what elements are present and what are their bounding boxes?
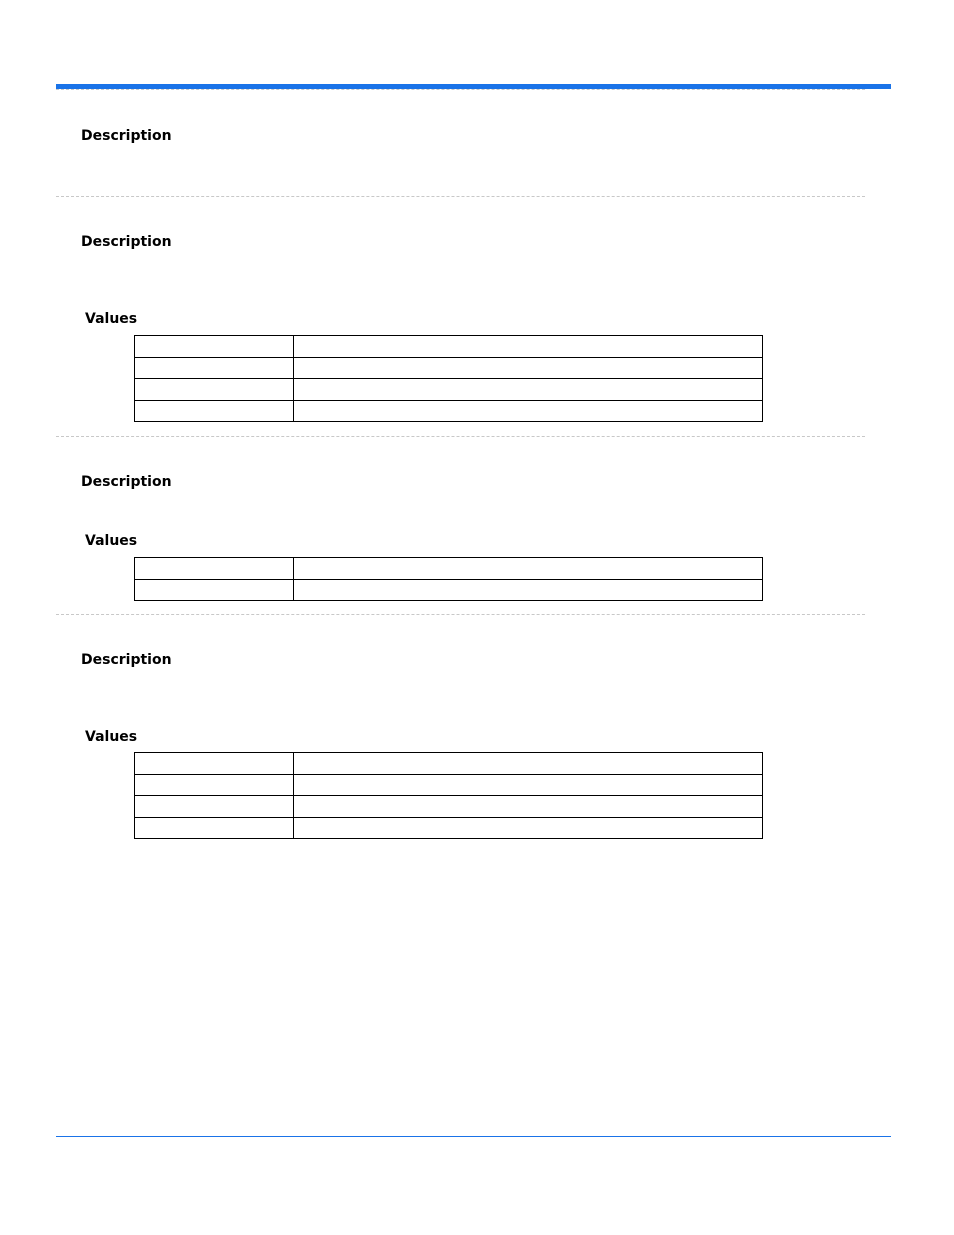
section-2-values-heading: Values: [85, 311, 138, 327]
table-cell-meaning: [294, 558, 763, 580]
table-row: [135, 817, 763, 839]
table-row: [135, 357, 763, 379]
table-row: [135, 753, 763, 775]
table-row: [135, 579, 763, 601]
table-cell-value: [135, 796, 294, 818]
section-divider: [56, 436, 865, 437]
table-row: [135, 796, 763, 818]
table-cell-meaning: [294, 336, 763, 358]
table-cell-value: [135, 558, 294, 580]
section-4-description-heading: Description: [81, 652, 172, 668]
section-3-values-heading: Values: [85, 533, 138, 549]
table-row: [135, 558, 763, 580]
table-row: [135, 400, 763, 422]
table-cell-value: [135, 774, 294, 796]
section-3-values-table: [134, 557, 763, 601]
section-4-values-table: [134, 752, 763, 839]
section-2-values-table: [134, 335, 763, 422]
table-cell-meaning: [294, 357, 763, 379]
table-cell-meaning: [294, 774, 763, 796]
table-cell-value: [135, 379, 294, 401]
table-cell-value: [135, 336, 294, 358]
table-row: [135, 774, 763, 796]
section-4-values-heading: Values: [85, 729, 138, 745]
table-cell-value: [135, 357, 294, 379]
section-1-description-heading: Description: [81, 128, 172, 144]
table-cell-meaning: [294, 796, 763, 818]
table-cell-value: [135, 579, 294, 601]
table-cell-value: [135, 400, 294, 422]
table-cell-meaning: [294, 400, 763, 422]
table-cell-meaning: [294, 817, 763, 839]
section-divider: [56, 196, 865, 197]
table-row: [135, 379, 763, 401]
table-cell-value: [135, 817, 294, 839]
table-cell-meaning: [294, 379, 763, 401]
table-cell-value: [135, 753, 294, 775]
section-2-description-heading: Description: [81, 234, 172, 250]
section-divider: [56, 614, 865, 615]
section-3-description-heading: Description: [81, 474, 172, 490]
table-cell-meaning: [294, 753, 763, 775]
footer-rule: [56, 1136, 891, 1137]
table-cell-meaning: [294, 579, 763, 601]
header-dashed-divider: [56, 89, 865, 90]
table-row: [135, 336, 763, 358]
